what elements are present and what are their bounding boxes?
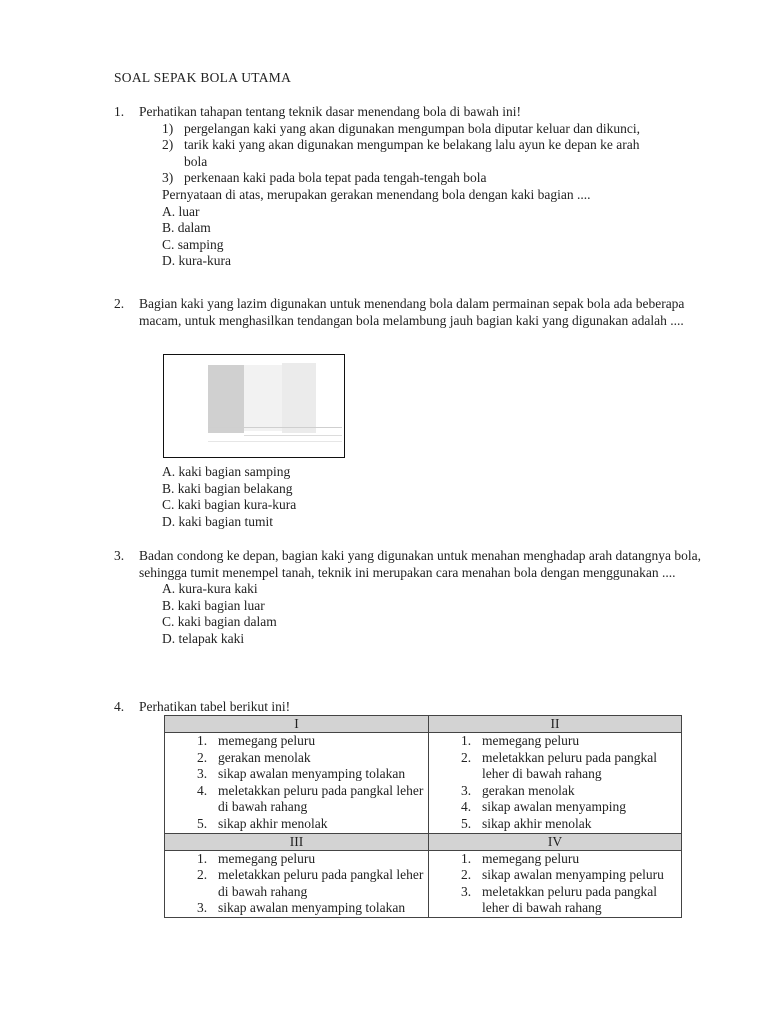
list-item: 1. memegang peluru bbox=[197, 733, 316, 748]
list-item: 2. meletakkan peluru pada pangkal leher di bawah rahang bbox=[461, 749, 658, 782]
question-number: 4. bbox=[114, 699, 125, 714]
list-item: 1. memegang peluru bbox=[197, 850, 316, 866]
item-text: tarik kaki yang akan digunakan mengumpan ke belakang lalu ayun ke depan ke arah bola bbox=[184, 137, 640, 169]
list-item: 5. sikap akhir menolak bbox=[461, 815, 592, 831]
table-header: III bbox=[165, 833, 429, 850]
list-item: 4. meletakkan peluru pada pangkal leher di bawah rahang bbox=[197, 782, 424, 815]
question-4 bbox=[114, 699, 704, 716]
table-header: I bbox=[165, 716, 429, 733]
exercise-table bbox=[164, 715, 682, 918]
list-item bbox=[162, 137, 704, 170]
list-item: 2. meletakkan peluru pada pangkal leher di bawah rahang bbox=[197, 867, 424, 899]
option-b: B. kaki bagian luar bbox=[162, 597, 265, 613]
option-a: A. kura-kura kaki bbox=[162, 581, 258, 597]
list-item bbox=[162, 170, 704, 187]
table-cell bbox=[429, 733, 682, 834]
list-item bbox=[162, 121, 704, 138]
table-cell bbox=[165, 733, 429, 834]
question-number: 2. bbox=[114, 296, 125, 311]
table-row bbox=[165, 850, 682, 917]
question-2 bbox=[114, 296, 704, 329]
table-cell bbox=[165, 850, 429, 917]
table-header-row bbox=[165, 716, 682, 733]
question-1 bbox=[114, 104, 704, 270]
list-item: 3. gerakan menolak bbox=[461, 782, 575, 798]
option-c: C. kaki bagian dalam bbox=[162, 614, 277, 630]
page-title: SOAL SEPAK BOLA UTAMA bbox=[114, 70, 292, 85]
list-item: 2. sikap awalan menyamping peluru bbox=[461, 867, 664, 883]
question-text: Perhatikan tabel berikut ini! bbox=[139, 699, 291, 714]
option-a: A. kaki bagian samping bbox=[162, 464, 291, 479]
item-text: pergelangan kaki yang akan digunakan mengumpan bola diputar keluar dan dikunci, bbox=[184, 120, 640, 136]
question-statement: Pernyataan di atas, merupakan gerakan menendang bola dengan kaki bagian .... bbox=[162, 186, 591, 202]
list-item: 5. sikap akhir menolak bbox=[197, 815, 328, 831]
table-header: II bbox=[429, 716, 682, 733]
question-number: 3. bbox=[114, 548, 125, 563]
option-c: C. samping bbox=[162, 236, 224, 252]
option-d: D. telapak kaki bbox=[162, 630, 245, 646]
table-header-row bbox=[165, 833, 682, 850]
list-item: 3. sikap awalan menyamping tolakan bbox=[197, 766, 406, 782]
item-number: 2) bbox=[162, 137, 174, 153]
option-b: B. dalam bbox=[162, 220, 211, 236]
item-text: perkenaan kaki pada bola tepat pada tengah-tengah bola bbox=[184, 170, 487, 186]
question-text: Bagian kaki yang lazim digunakan untuk menendang bola dalam permainan sepak bola ada beberapa macam, untuk menghasilkan tendangan bola melambung jauh bagian kaki yang digunakan adalah .... bbox=[139, 296, 685, 328]
list-item: 1. memegang peluru bbox=[461, 733, 580, 748]
question-image bbox=[163, 354, 345, 458]
list-item: 2. gerakan menolak bbox=[197, 749, 311, 765]
item-number: 3) bbox=[162, 170, 174, 186]
table-header: IV bbox=[429, 833, 682, 850]
table-cell bbox=[429, 850, 682, 917]
option-a: A. luar bbox=[162, 203, 200, 219]
list-item: 3. sikap awalan menyamping tolakan bbox=[197, 900, 406, 916]
option-c: C. kaki bagian kura-kura bbox=[162, 497, 297, 513]
item-number: 1) bbox=[162, 120, 174, 136]
question-text: Perhatikan tahapan tentang teknik dasar menendang bola di bawah ini! bbox=[139, 104, 521, 119]
list-item: 4. sikap awalan menyamping bbox=[461, 799, 626, 815]
list-item: 3. meletakkan peluru pada pangkal leher di bawah rahang bbox=[461, 883, 658, 916]
table-row bbox=[165, 733, 682, 834]
list-item: 1. memegang peluru bbox=[461, 850, 580, 866]
question-2-options bbox=[114, 464, 704, 530]
question-number: 1. bbox=[114, 104, 125, 119]
option-b: B. kaki bagian belakang bbox=[162, 480, 293, 496]
question-text: Badan condong ke depan, bagian kaki yang digunakan untuk menahan menghadap arah datangnya bola, sehingga tumit menempel tanah, teknik ini merupakan cara menahan bola dengan menggunakan .... bbox=[139, 548, 701, 580]
question-3 bbox=[114, 548, 704, 648]
option-d: D. kaki bagian tumit bbox=[162, 513, 273, 529]
option-d: D. kura-kura bbox=[162, 253, 231, 269]
